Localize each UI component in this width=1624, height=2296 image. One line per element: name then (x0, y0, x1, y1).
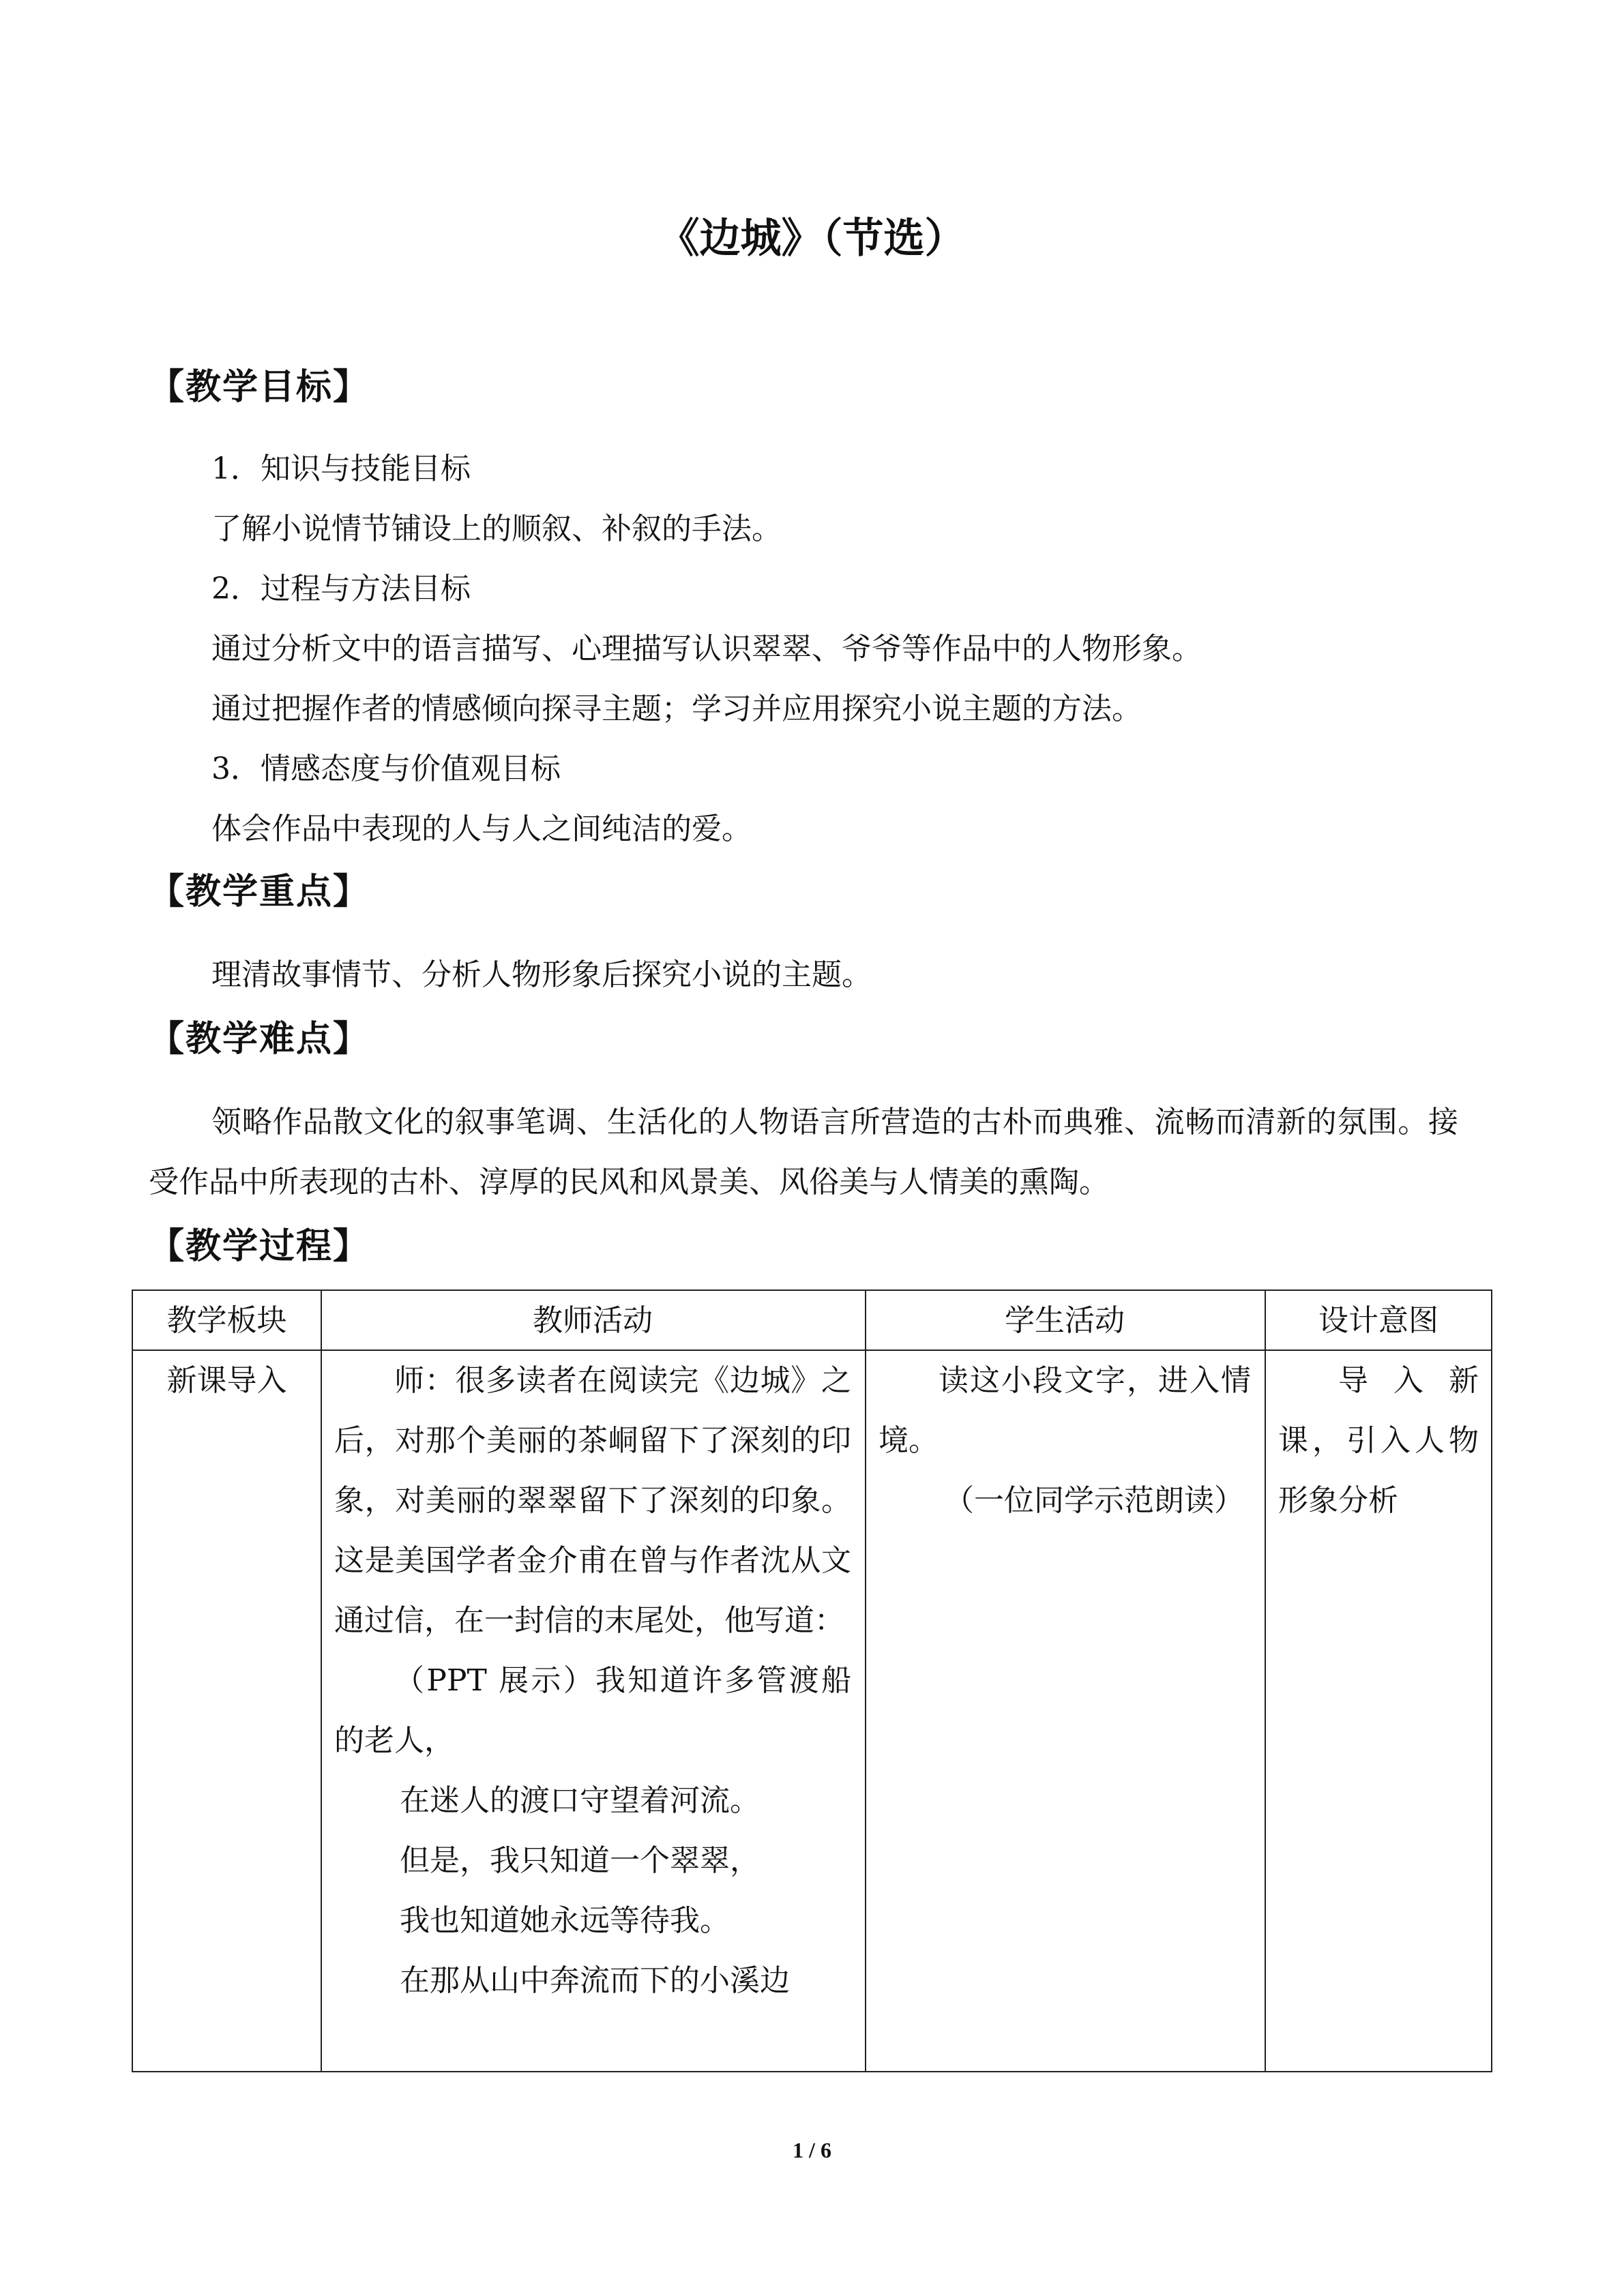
student-paragraph: （一位同学示范朗读） (944, 1483, 1244, 1518)
intent-paragraph: 导入新课，引入人物形象分析 (1278, 1363, 1479, 1518)
poem-line: 我也知道她永远等待我。 (400, 1903, 730, 1938)
key-points-text: 理清故事情节、分析人物形象后探究小说的主题。 (211, 957, 872, 992)
objective-line: 了解小说情节铺设上的顺叙、补叙的手法。 (211, 511, 782, 546)
section-cell: 新课导入 (166, 1363, 287, 1398)
poem-line: 但是，我只知道一个翠翠， (400, 1843, 760, 1878)
teacher-paragraph: 师：很多读者在阅读完《边城》之后，对那个美丽的茶峒留下了深刻的印象，对美丽的翠翠留下了深刻的印象。这是美国学者金介甫在曾与作者沈从文通过信，在一封信的末尾处，他写道： (334, 1363, 851, 1638)
page-number: 1 / 6 (793, 2138, 831, 2162)
design-intent-cell (1265, 1351, 1492, 1531)
objective-line: 2．过程与方法目标 (211, 571, 471, 606)
objective-line: 通过把握作者的情感倾向探寻主题；学习并应用探究小说主题的方法。 (211, 691, 1142, 726)
key-points-heading: 【教学重点】 (149, 871, 370, 912)
teacher-activity-cell (321, 1351, 865, 2011)
column-header: 设计意图 (1318, 1303, 1438, 1338)
student-activity-cell (865, 1351, 1265, 1531)
student-paragraph: 读这小段文字，进入情境。 (879, 1363, 1251, 1458)
teacher-paragraph: （PPT 展示）我知道许多管渡船的老人， (334, 1663, 851, 1758)
objective-line: 3．情感态度与价值观目标 (211, 751, 561, 786)
process-heading: 【教学过程】 (149, 1225, 370, 1267)
poem-line: 在那从山中奔流而下的小溪边 (400, 1963, 790, 1998)
column-header: 学生活动 (1005, 1303, 1125, 1338)
objective-line: 体会作品中表现的人与人之间纯洁的爱。 (211, 811, 752, 846)
objectives-heading: 【教学目标】 (149, 366, 370, 408)
page-title: 《边城》（节选） (658, 215, 966, 263)
objective-line: 1．知识与技能目标 (211, 451, 471, 486)
difficult-points-text: 领略作品散文化的叙事笔调、生活化的人物语言所营造的古朴而典雅、流畅而清新的氛围。接受作品中所表现的古朴、淳厚的民风和风景美、风俗美与人情美的熏陶。 (149, 1105, 1458, 1199)
objective-line: 通过分析文中的语言描写、心理描写认识翠翠、爷爷等作品中的人物形象。 (211, 631, 1202, 666)
poem-line: 在迷人的渡口守望着河流。 (400, 1783, 760, 1818)
column-header: 教学板块 (166, 1303, 287, 1338)
process-table (132, 1289, 1492, 2072)
difficult-points-heading: 【教学难点】 (149, 1018, 370, 1060)
column-header: 教师活动 (533, 1303, 653, 1338)
